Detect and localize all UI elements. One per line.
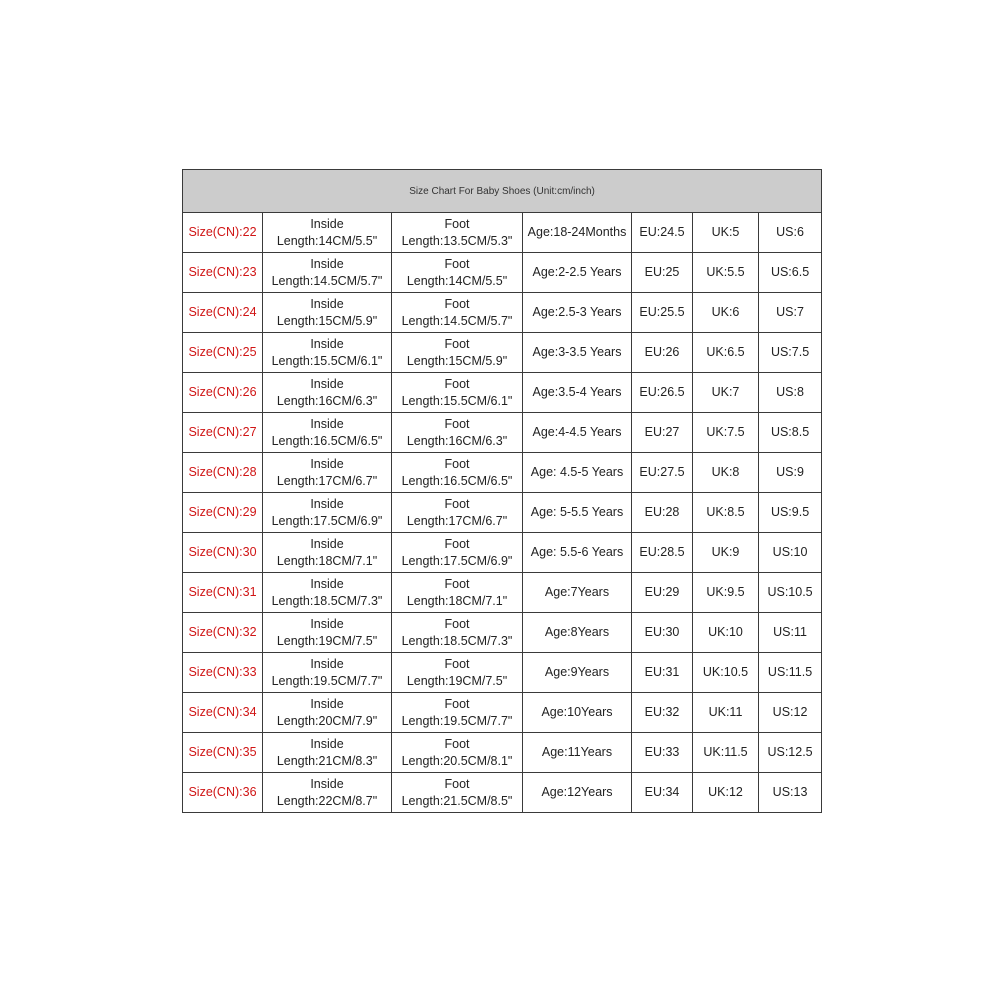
eu-size-cell: EU:25 bbox=[632, 253, 693, 293]
eu-size-cell: EU:25.5 bbox=[632, 293, 693, 333]
foot-length-cell: Foot Length:18.5CM/7.3" bbox=[392, 613, 523, 653]
size-cell: Size(CN):23 bbox=[183, 253, 263, 293]
size-cell: Size(CN):31 bbox=[183, 573, 263, 613]
size-cell: Size(CN):24 bbox=[183, 293, 263, 333]
age-cell: Age:4-4.5 Years bbox=[523, 413, 632, 453]
inside-length-cell: Inside Length:19.5CM/7.7" bbox=[263, 653, 392, 693]
size-cell: Size(CN):28 bbox=[183, 453, 263, 493]
age-cell: Age:12Years bbox=[523, 773, 632, 813]
size-cell: Size(CN):27 bbox=[183, 413, 263, 453]
foot-length-cell: Foot Length:19.5CM/7.7" bbox=[392, 693, 523, 733]
us-size-cell: US:8 bbox=[759, 373, 822, 413]
inside-length-cell: Inside Length:16CM/6.3" bbox=[263, 373, 392, 413]
eu-size-cell: EU:29 bbox=[632, 573, 693, 613]
foot-length-cell: Foot Length:16.5CM/6.5" bbox=[392, 453, 523, 493]
table-row bbox=[183, 213, 822, 253]
age-cell: Age:10Years bbox=[523, 693, 632, 733]
table-row bbox=[183, 493, 822, 533]
inside-length-cell: Inside Length:19CM/7.5" bbox=[263, 613, 392, 653]
us-size-cell: US:12.5 bbox=[759, 733, 822, 773]
age-cell: Age:3.5-4 Years bbox=[523, 373, 632, 413]
age-cell: Age: 4.5-5 Years bbox=[523, 453, 632, 493]
foot-length-cell: Foot Length:17CM/6.7" bbox=[392, 493, 523, 533]
eu-size-cell: EU:31 bbox=[632, 653, 693, 693]
inside-length-cell: Inside Length:17CM/6.7" bbox=[263, 453, 392, 493]
table-row bbox=[183, 693, 822, 733]
eu-size-cell: EU:26 bbox=[632, 333, 693, 373]
us-size-cell: US:10 bbox=[759, 533, 822, 573]
eu-size-cell: EU:27.5 bbox=[632, 453, 693, 493]
age-cell: Age:2.5-3 Years bbox=[523, 293, 632, 333]
table-row bbox=[183, 413, 822, 453]
foot-length-cell: Foot Length:14.5CM/5.7" bbox=[392, 293, 523, 333]
size-cell: Size(CN):33 bbox=[183, 653, 263, 693]
eu-size-cell: EU:30 bbox=[632, 613, 693, 653]
age-cell: Age:18-24Months bbox=[523, 213, 632, 253]
foot-length-cell: Foot Length:14CM/5.5" bbox=[392, 253, 523, 293]
eu-size-cell: EU:33 bbox=[632, 733, 693, 773]
uk-size-cell: UK:10 bbox=[693, 613, 759, 653]
inside-length-cell: Inside Length:14.5CM/5.7" bbox=[263, 253, 392, 293]
size-cell: Size(CN):26 bbox=[183, 373, 263, 413]
us-size-cell: US:7.5 bbox=[759, 333, 822, 373]
foot-length-cell: Foot Length:15.5CM/6.1" bbox=[392, 373, 523, 413]
size-cell: Size(CN):32 bbox=[183, 613, 263, 653]
foot-length-cell: Foot Length:18CM/7.1" bbox=[392, 573, 523, 613]
age-cell: Age:11Years bbox=[523, 733, 632, 773]
age-cell: Age:9Years bbox=[523, 653, 632, 693]
table-row bbox=[183, 453, 822, 493]
age-cell: Age: 5-5.5 Years bbox=[523, 493, 632, 533]
inside-length-cell: Inside Length:21CM/8.3" bbox=[263, 733, 392, 773]
us-size-cell: US:6 bbox=[759, 213, 822, 253]
inside-length-cell: Inside Length:18.5CM/7.3" bbox=[263, 573, 392, 613]
eu-size-cell: EU:26.5 bbox=[632, 373, 693, 413]
foot-length-cell: Foot Length:21.5CM/8.5" bbox=[392, 773, 523, 813]
table-row bbox=[183, 573, 822, 613]
uk-size-cell: UK:9 bbox=[693, 533, 759, 573]
inside-length-cell: Inside Length:16.5CM/6.5" bbox=[263, 413, 392, 453]
table-row bbox=[183, 733, 822, 773]
foot-length-cell: Foot Length:17.5CM/6.9" bbox=[392, 533, 523, 573]
inside-length-cell: Inside Length:20CM/7.9" bbox=[263, 693, 392, 733]
table-row bbox=[183, 653, 822, 693]
age-cell: Age:7Years bbox=[523, 573, 632, 613]
uk-size-cell: UK:6 bbox=[693, 293, 759, 333]
inside-length-cell: Inside Length:17.5CM/6.9" bbox=[263, 493, 392, 533]
us-size-cell: US:13 bbox=[759, 773, 822, 813]
uk-size-cell: UK:7.5 bbox=[693, 413, 759, 453]
size-cell: Size(CN):29 bbox=[183, 493, 263, 533]
us-size-cell: US:9 bbox=[759, 453, 822, 493]
size-cell: Size(CN):22 bbox=[183, 213, 263, 253]
table-row bbox=[183, 373, 822, 413]
title-row bbox=[183, 170, 822, 213]
uk-size-cell: UK:6.5 bbox=[693, 333, 759, 373]
uk-size-cell: UK:11 bbox=[693, 693, 759, 733]
uk-size-cell: UK:8 bbox=[693, 453, 759, 493]
uk-size-cell: UK:11.5 bbox=[693, 733, 759, 773]
us-size-cell: US:12 bbox=[759, 693, 822, 733]
table-row bbox=[183, 773, 822, 813]
us-size-cell: US:8.5 bbox=[759, 413, 822, 453]
us-size-cell: US:9.5 bbox=[759, 493, 822, 533]
table-row bbox=[183, 253, 822, 293]
chart-title: Size Chart For Baby Shoes (Unit:cm/inch) bbox=[183, 170, 822, 213]
size-cell: Size(CN):25 bbox=[183, 333, 263, 373]
eu-size-cell: EU:32 bbox=[632, 693, 693, 733]
foot-length-cell: Foot Length:19CM/7.5" bbox=[392, 653, 523, 693]
inside-length-cell: Inside Length:22CM/8.7" bbox=[263, 773, 392, 813]
us-size-cell: US:11 bbox=[759, 613, 822, 653]
size-cell: Size(CN):34 bbox=[183, 693, 263, 733]
uk-size-cell: UK:9.5 bbox=[693, 573, 759, 613]
inside-length-cell: Inside Length:18CM/7.1" bbox=[263, 533, 392, 573]
uk-size-cell: UK:12 bbox=[693, 773, 759, 813]
table-row bbox=[183, 293, 822, 333]
age-cell: Age:2-2.5 Years bbox=[523, 253, 632, 293]
size-chart-table bbox=[182, 169, 822, 813]
eu-size-cell: EU:24.5 bbox=[632, 213, 693, 253]
age-cell: Age:3-3.5 Years bbox=[523, 333, 632, 373]
uk-size-cell: UK:5.5 bbox=[693, 253, 759, 293]
table-row bbox=[183, 613, 822, 653]
inside-length-cell: Inside Length:14CM/5.5" bbox=[263, 213, 392, 253]
uk-size-cell: UK:7 bbox=[693, 373, 759, 413]
foot-length-cell: Foot Length:15CM/5.9" bbox=[392, 333, 523, 373]
us-size-cell: US:7 bbox=[759, 293, 822, 333]
age-cell: Age: 5.5-6 Years bbox=[523, 533, 632, 573]
eu-size-cell: EU:28.5 bbox=[632, 533, 693, 573]
table-row bbox=[183, 533, 822, 573]
us-size-cell: US:6.5 bbox=[759, 253, 822, 293]
uk-size-cell: UK:8.5 bbox=[693, 493, 759, 533]
us-size-cell: US:10.5 bbox=[759, 573, 822, 613]
eu-size-cell: EU:27 bbox=[632, 413, 693, 453]
foot-length-cell: Foot Length:13.5CM/5.3" bbox=[392, 213, 523, 253]
size-cell: Size(CN):36 bbox=[183, 773, 263, 813]
eu-size-cell: EU:28 bbox=[632, 493, 693, 533]
table-row bbox=[183, 333, 822, 373]
eu-size-cell: EU:34 bbox=[632, 773, 693, 813]
size-cell: Size(CN):35 bbox=[183, 733, 263, 773]
age-cell: Age:8Years bbox=[523, 613, 632, 653]
inside-length-cell: Inside Length:15.5CM/6.1" bbox=[263, 333, 392, 373]
uk-size-cell: UK:5 bbox=[693, 213, 759, 253]
uk-size-cell: UK:10.5 bbox=[693, 653, 759, 693]
inside-length-cell: Inside Length:15CM/5.9" bbox=[263, 293, 392, 333]
foot-length-cell: Foot Length:20.5CM/8.1" bbox=[392, 733, 523, 773]
size-cell: Size(CN):30 bbox=[183, 533, 263, 573]
us-size-cell: US:11.5 bbox=[759, 653, 822, 693]
foot-length-cell: Foot Length:16CM/6.3" bbox=[392, 413, 523, 453]
